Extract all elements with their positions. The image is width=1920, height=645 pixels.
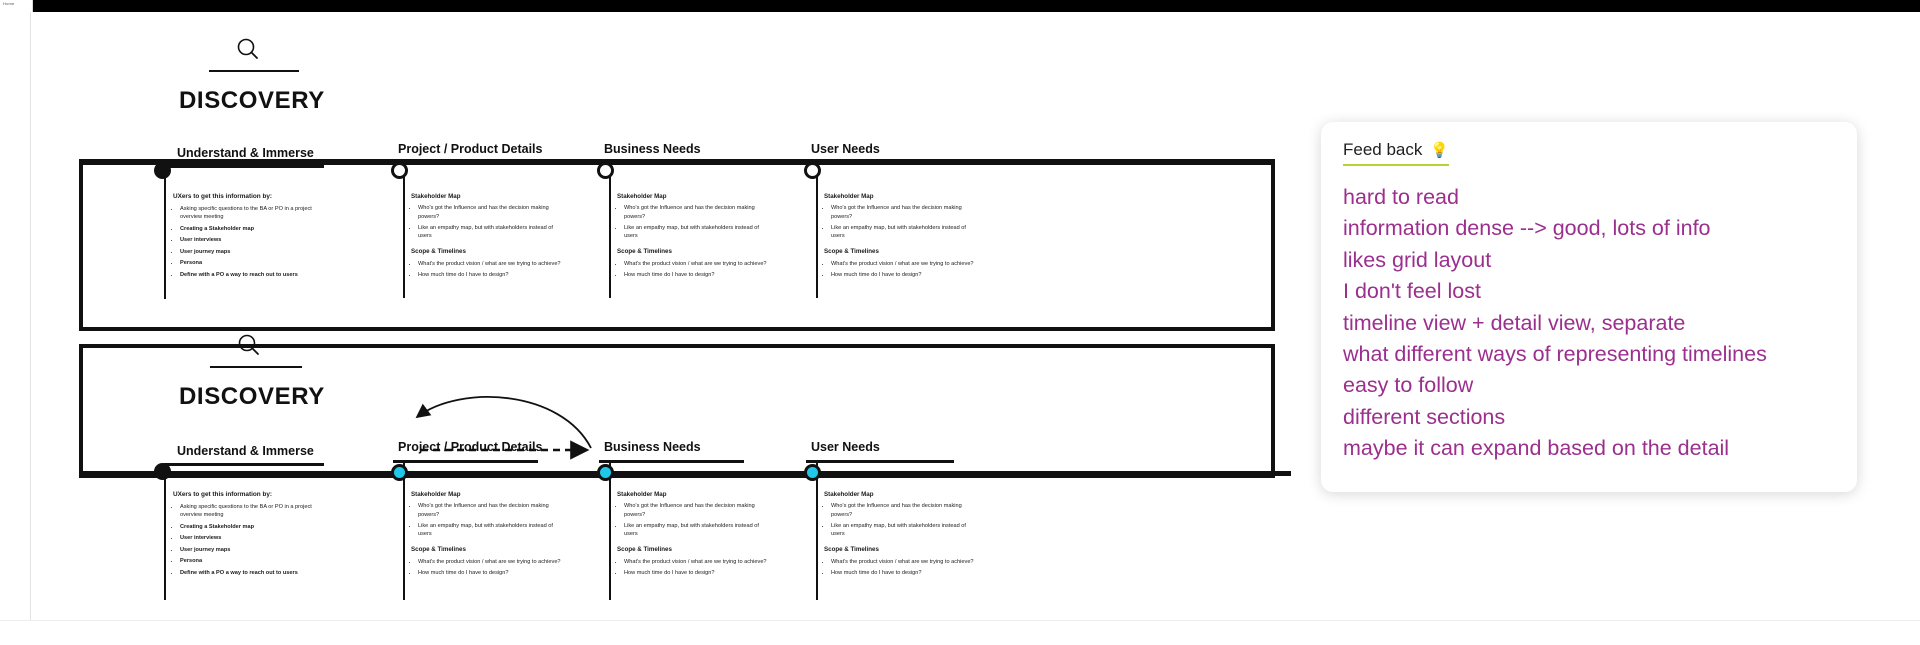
card-heading: Stakeholder Map	[617, 491, 667, 498]
phase-label-business-bottom: Business Needs	[604, 440, 701, 454]
bottom-bar	[0, 620, 1920, 645]
phase-underline-4-bottom	[806, 460, 954, 463]
list-item: • Persona	[180, 259, 313, 267]
card-heading: Scope & Timelines	[411, 248, 466, 256]
left-detail-card-bottom	[173, 490, 313, 580]
list-item: • Who's got the Influence and has the decision making powers?	[418, 502, 563, 519]
list-item: • Asking specific questions to the BA or PO in a project overview meeting	[180, 503, 313, 520]
timeline-axis-bottom	[79, 471, 1291, 476]
phase-label-user-bottom: User Needs	[811, 440, 880, 454]
timeline-node-2-top[interactable]	[391, 162, 408, 179]
feedback-list	[1343, 182, 1835, 464]
card-heading: Stakeholder Map	[617, 193, 667, 200]
feedback-header	[1343, 140, 1449, 166]
magnifier-icon	[235, 36, 261, 62]
feedback-item: information dense --> good, lots of info	[1343, 216, 1711, 241]
feedback-item: maybe it can expand based on the detail	[1343, 436, 1730, 460]
phase-label-project-top: Project / Product Details	[398, 142, 543, 156]
phase-underline-3-top	[599, 162, 744, 165]
feedback-item: different sections	[1343, 404, 1506, 429]
left-card-heading-bottom: UXers to get this information by:	[173, 491, 273, 498]
phase-label-user-top: User Needs	[811, 142, 880, 156]
timeline-node-4-top[interactable]	[804, 162, 821, 179]
phase-underline-3-bottom	[599, 460, 744, 463]
whiteboard-canvas[interactable]	[30, 12, 1920, 645]
phase-underline-4-top	[806, 162, 954, 165]
detail-card-3-bottom	[617, 490, 769, 584]
phase-underline-2-bottom	[393, 460, 538, 463]
feedback-item: what different ways of representing timelines	[1343, 341, 1767, 366]
list-item: • What's the product vision / what are we trying to achieve?	[418, 558, 563, 566]
card-heading: Stakeholder Map	[824, 193, 874, 200]
phase-stalk-4-top	[816, 162, 818, 298]
feedback-panel	[1321, 122, 1857, 492]
list-item: • Who's got the Influence and has the decision making powers?	[418, 204, 563, 221]
detail-card-4-top	[824, 192, 976, 286]
top-left-corner	[0, 0, 33, 12]
top-toolbar-strip	[0, 0, 1920, 12]
phase-stalk-2-top	[403, 162, 405, 298]
list-item: • User journey maps	[180, 546, 313, 554]
timeline-node-3-top[interactable]	[597, 162, 614, 179]
timeline-node-4-bottom[interactable]	[804, 464, 821, 481]
lightbulb-icon: 💡	[1430, 142, 1450, 159]
list-item: • User journey maps	[180, 248, 313, 256]
list-item: • Like an empathy map, but with stakeholders instead of users	[418, 522, 563, 539]
timeline-node-2-bottom[interactable]	[391, 464, 408, 481]
list-item: • Who's got the Influence and has the decision making powers?	[624, 204, 769, 221]
card-heading: Scope & Timelines	[824, 546, 879, 554]
detail-card-3-top	[617, 192, 769, 286]
phase-stalk-2-bottom	[403, 460, 405, 600]
list-item: • Persona	[180, 557, 313, 565]
timeline-node-3-bottom[interactable]	[597, 464, 614, 481]
title-rule-top	[209, 70, 299, 72]
list-item: • Like an empathy map, but with stakeholders instead of users	[831, 522, 976, 539]
phase-stalk-1-bottom	[164, 463, 166, 600]
detail-card-4-bottom	[824, 490, 976, 584]
list-item: • Like an empathy map, but with stakeholders instead of users	[418, 224, 563, 241]
timeline-node-1-bottom[interactable]	[154, 463, 171, 480]
phase-underline-1-top	[164, 165, 324, 168]
list-item: • Like an empathy map, but with stakeholders instead of users	[624, 522, 769, 539]
board-title-top: DISCOVERY	[179, 87, 325, 114]
card-heading: Scope & Timelines	[411, 546, 466, 554]
card-heading: Scope & Timelines	[824, 248, 879, 256]
phase-label-project-bottom: Project / Product Details	[398, 440, 543, 454]
list-item: • How much time do I have to design?	[624, 569, 769, 577]
magnifier-icon	[236, 332, 262, 358]
list-item: • Like an empathy map, but with stakeholders instead of users	[624, 224, 769, 241]
feedback-item: likes grid layout	[1343, 247, 1492, 272]
list-item: • Creating a Stakeholder map	[180, 225, 313, 233]
list-item: • How much time do I have to design?	[624, 271, 769, 279]
list-item: • What's the product vision / what are we trying to achieve?	[831, 558, 976, 566]
list-item: • How much time do I have to design?	[418, 271, 563, 279]
detail-card-2-top	[411, 192, 563, 286]
timeline-node-1-top[interactable]	[154, 162, 171, 179]
list-item: • What's the product vision / what are we trying to achieve?	[418, 260, 563, 268]
left-card-heading-top: UXers to get this information by:	[173, 193, 273, 200]
list-item: • Define with a PO a way to reach out to users	[180, 271, 313, 279]
list-item: • Asking specific questions to the BA or PO in a project overview meeting	[180, 205, 313, 222]
phase-underline-1-bottom	[164, 463, 324, 466]
card-heading: Scope & Timelines	[617, 248, 672, 256]
card-heading: Stakeholder Map	[411, 491, 461, 498]
phase-stalk-1-top	[164, 165, 166, 299]
phase-stalk-4-bottom	[816, 460, 818, 600]
phase-label-business-top: Business Needs	[604, 142, 701, 156]
list-item: • How much time do I have to design?	[831, 569, 976, 577]
card-heading: Scope & Timelines	[617, 546, 672, 554]
phase-stalk-3-bottom	[609, 460, 611, 600]
card-heading: Stakeholder Map	[824, 491, 874, 498]
feedback-item: hard to read	[1343, 185, 1459, 209]
phase-underline-2-top	[393, 162, 538, 165]
left-detail-card-top	[173, 192, 313, 282]
detail-card-2-bottom	[411, 490, 563, 584]
phase-label-understand-top: Understand & Immerse	[177, 146, 314, 160]
phase-stalk-3-top	[609, 162, 611, 298]
list-item: • What's the product vision / what are we trying to achieve?	[831, 260, 976, 268]
list-item: • Like an empathy map, but with stakeholders instead of users	[831, 224, 976, 241]
card-heading: Stakeholder Map	[411, 193, 461, 200]
list-item: • Creating a Stakeholder map	[180, 523, 313, 531]
feedback-item: I don't feel lost	[1343, 279, 1481, 304]
list-item: • Who's got the Influence and has the decision making powers?	[624, 502, 769, 519]
list-item: • How much time do I have to design?	[831, 271, 976, 279]
feedback-title: Feed back	[1343, 140, 1423, 159]
list-item: • What's the product vision / what are we trying to achieve?	[624, 558, 769, 566]
feedback-item: timeline view + detail view, separate	[1343, 310, 1686, 335]
feedback-item: easy to follow	[1343, 373, 1474, 398]
list-item: • What's the product vision / what are we trying to achieve?	[624, 260, 769, 268]
board-title-bottom: DISCOVERY	[179, 383, 325, 410]
title-rule-bottom	[210, 366, 302, 368]
phase-label-understand-bottom: Understand & Immerse	[177, 444, 314, 458]
corner-label: Home	[3, 1, 15, 6]
list-item: • Who's got the Influence and has the decision making powers?	[831, 204, 976, 221]
list-item: • User interviews	[180, 236, 313, 244]
list-item: • How much time do I have to design?	[418, 569, 563, 577]
list-item: • Who's got the Influence and has the decision making powers?	[831, 502, 976, 519]
list-item: • User interviews	[180, 534, 313, 542]
list-item: • Define with a PO a way to reach out to users	[180, 569, 313, 577]
